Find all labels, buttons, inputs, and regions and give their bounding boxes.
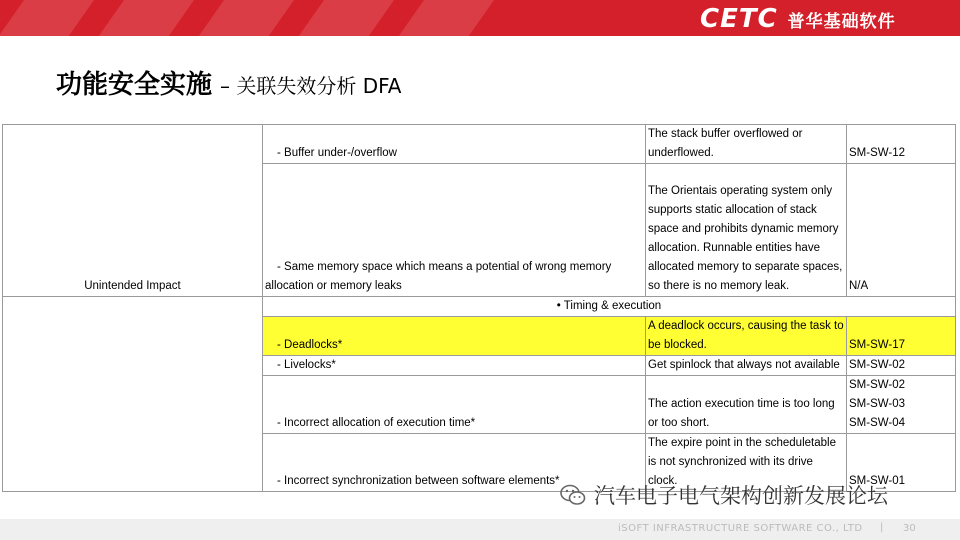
mechanism-cell: SM-SW-12 <box>847 125 956 164</box>
mechanism-cell: SM-SW-01 <box>847 434 956 492</box>
page-number: 30 <box>903 523 916 534</box>
failure-cell: - Incorrect synchronization between software elements* <box>263 434 646 492</box>
description-cell: A deadlock occurs, causing the task to be blocked. <box>646 317 847 356</box>
header-stripe <box>0 0 108 36</box>
wechat-brand <box>558 480 888 510</box>
logo-text: 普华基础软件 <box>787 11 896 32</box>
mechanism-cell: N/A <box>847 164 956 297</box>
failure-cell: - Same memory space which means a potential of wrong memory allocation or memory leaks <box>263 164 646 297</box>
table-row <box>3 125 956 164</box>
wechat-brand-text: 汽车电子电气架构创新发展论坛 <box>594 484 888 508</box>
table-row-highlighted <box>3 317 956 356</box>
header-stripe <box>282 0 408 36</box>
description-cell: The Orientais operating system only supports static allocation of stack space and prohibits dynamic memory allocation. Runnable entities have allocated memory to separate spaces, so there is no memory leak. <box>646 164 847 297</box>
slide-title <box>56 64 401 101</box>
category-spacer <box>3 356 263 376</box>
description-cell: Get spinlock that always not available <box>646 356 847 376</box>
description-cell: The action execution time is too long or too short. <box>646 376 847 434</box>
title-main: 功能安全实施 <box>56 70 213 100</box>
table-row <box>3 376 956 434</box>
category-spacer <box>3 434 263 492</box>
logo-mark: CETC <box>700 4 778 34</box>
description-cell: The stack buffer overflowed or underflowed. <box>646 125 847 164</box>
header-stripe <box>82 0 208 36</box>
description-cell: The expire point in the scheduletable is not synchronized with its drive clock. <box>646 434 847 492</box>
failure-cell: - Incorrect allocation of execution time* <box>263 376 646 434</box>
dfa-table <box>2 124 956 492</box>
mechanism-cell: SM-SW-02 SM-SW-03 SM-SW-04 <box>847 376 956 434</box>
failure-cell: - Deadlocks* <box>263 317 646 356</box>
table-row <box>3 356 956 376</box>
header-stripe <box>182 0 308 36</box>
failure-cell: - Livelocks* <box>263 356 646 376</box>
header-stripe <box>382 0 508 36</box>
category-spacer <box>3 376 263 434</box>
company-logo <box>700 4 896 34</box>
header-bar <box>0 0 960 36</box>
failure-cell: - Buffer under-/overflow <box>277 147 397 159</box>
category-spacer <box>3 297 263 317</box>
category-cell: Unintended Impact <box>3 125 263 297</box>
wechat-icon <box>558 480 588 510</box>
footer-separator: | <box>880 522 884 533</box>
section-row <box>3 297 956 317</box>
mechanism-cell: SM-SW-17 <box>847 317 956 356</box>
mechanism-cell: SM-SW-02 <box>847 356 956 376</box>
category-spacer <box>3 317 263 356</box>
company-name: iSOFT INFRASTRUCTURE SOFTWARE CO., LTD <box>618 523 863 534</box>
section-title: • Timing & execution <box>263 297 956 317</box>
title-sub: – 关联失效分析 DFA <box>220 74 402 98</box>
